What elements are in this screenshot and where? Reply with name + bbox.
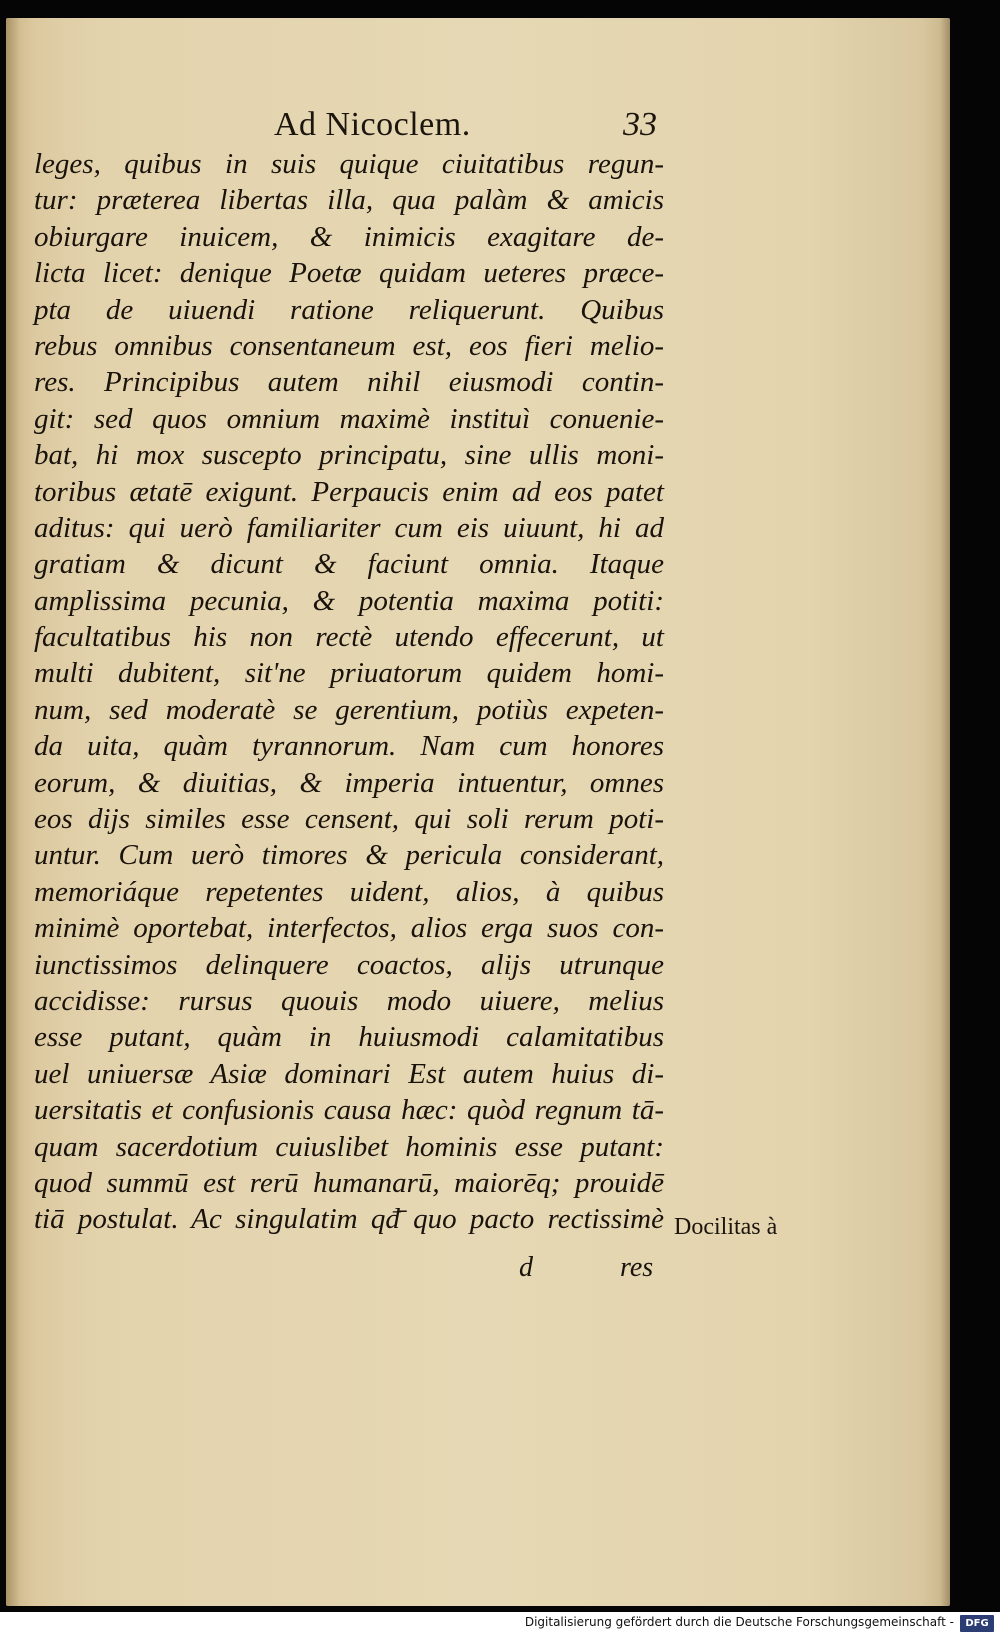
text-line: licta licet: denique Poetæ quidam ueteres præce- (34, 257, 664, 290)
text-line: esse putant, quàm in huiusmodi calamitatibus (34, 1021, 664, 1054)
text-line: pta de uiuendi ratione reliquerunt. Quibus (34, 293, 664, 326)
text-line: untur. Cum uerò timores & pericula considerant, (34, 839, 664, 872)
running-head: Ad Nicoclem. (274, 106, 471, 143)
text-line: tiā postulat. Ac singulatim qđ̄ quo pacto rectissimè (34, 1203, 664, 1236)
marginal-note: Docilitas à (674, 1214, 778, 1240)
text-line: minimè oportebat, interfectos, alios erga suos con- (34, 912, 664, 945)
text-line: facultatibus his non rectè utendo effecerunt, ut (34, 621, 664, 654)
text-line: toribus ætatē exigunt. Perpaucis enim ad eos patet (34, 475, 664, 508)
text-line: iunctissimos delinquere coactos, alijs utrunque (34, 948, 664, 981)
signature-mark: d (519, 1252, 533, 1283)
text-line: res. Principibus autem nihil eiusmodi contin- (34, 366, 664, 399)
text-line: bat, hi mox suscepto principatu, sine ullis moni- (34, 439, 664, 472)
funding-credit: Digitalisierung gefördert durch die Deutsche Forschungsgemeinschaft - (524, 1615, 954, 1629)
page-number: 33 (623, 106, 657, 143)
text-line: uersitatis et confusionis causa hæc: quòd regnum tā- (34, 1094, 664, 1127)
catchword: res (620, 1252, 654, 1283)
book-page (6, 18, 950, 1606)
text-line: leges, quibus in suis quique ciuitatibus regun- (34, 148, 664, 180)
text-line: obiurgare inuicem, & inimicis exagitare de- (34, 220, 664, 253)
text-line: uel uniuersæ Asiæ dominari Est autem huius di- (34, 1057, 664, 1090)
text-line: quod summū est rerū humanarū, maiorēq; prouidē (34, 1166, 664, 1199)
text-line: aditus: qui uerò familiariter cum eis uiuunt, hi ad (34, 511, 664, 544)
dfg-logo-icon: DFG (960, 1615, 994, 1632)
text-line: rebus omnibus consentaneum est, eos fieri melio- (34, 329, 664, 362)
text-line: eos dijs similes esse censent, qui soli rerum poti- (34, 803, 664, 836)
text-line: da uita, quàm tyrannorum. Nam cum honores (34, 730, 664, 763)
text-line: memoriáque repetentes uident, alios, à quibus (34, 875, 664, 908)
text-line: quam sacerdotium cuiuslibet hominis esse putant: (34, 1130, 664, 1163)
text-line: git: sed quos omnium maximè instituì conuenie- (34, 402, 664, 435)
text-line: multi dubitent, sit'ne priuatorum quidem homi- (34, 657, 664, 690)
text-line: eorum, & diuitias, & imperia intuentur, omnes (34, 766, 664, 799)
text-line: amplissima pecunia, & potentia maxima potiti: (34, 584, 664, 617)
body-text (34, 146, 664, 1238)
text-line: num, sed moderatè se gerentium, potiùs expeten- (34, 693, 664, 726)
text-line: gratiam & dicunt & faciunt omnia. Itaque (34, 548, 664, 581)
digitization-footer (0, 1612, 1000, 1636)
text-line: accidisse: rursus quouis modo uiuere, melius (34, 984, 664, 1017)
text-line: tur: præterea libertas illa, qua palàm & amicis (34, 184, 664, 217)
